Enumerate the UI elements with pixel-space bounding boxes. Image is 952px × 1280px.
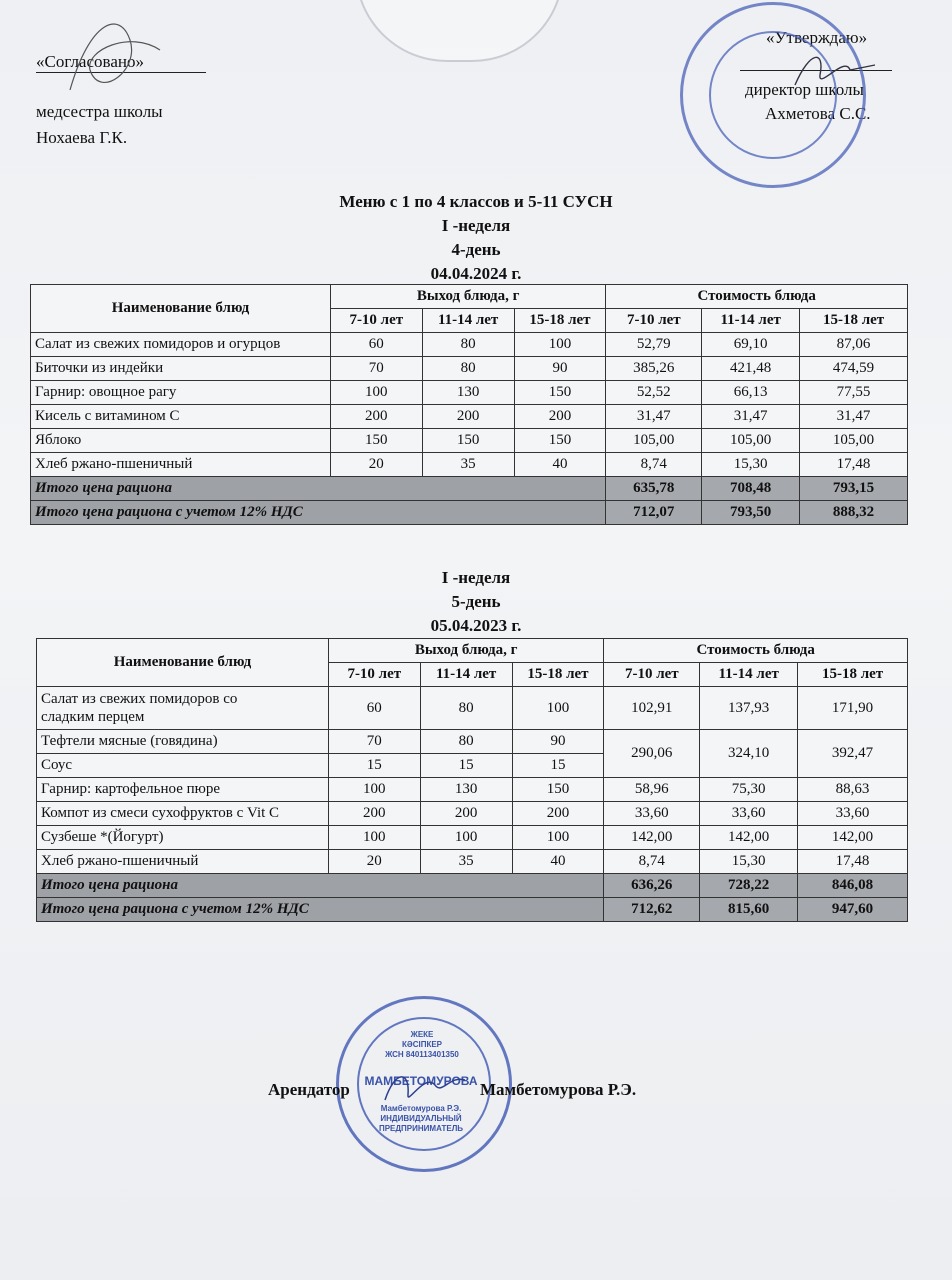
stamp-line: ПРЕДПРИНИМАТЕЛЬ <box>378 1124 464 1133</box>
yield-value: 130 <box>420 778 512 802</box>
day-label-1: 4-день <box>451 240 501 259</box>
director-position: директор школы <box>745 80 864 99</box>
yield-value: 60 <box>328 687 420 730</box>
total-value: 793,15 <box>800 477 908 501</box>
yield-value: 150 <box>330 429 422 453</box>
header-yield: Выход блюда, г <box>330 285 605 309</box>
cost-value: 15,30 <box>702 453 800 477</box>
dish-name-line: сладким перцем <box>41 709 145 725</box>
cost-value: 171,90 <box>798 687 908 730</box>
total-value: 636,26 <box>604 874 700 898</box>
cost-value: 474,59 <box>800 357 908 381</box>
dish-name: Компот из смеси сухофруктов с Vit C <box>37 802 329 826</box>
total-vat-row <box>37 898 908 922</box>
cost-value: 290,06 <box>604 730 700 778</box>
dish-name <box>37 687 329 730</box>
menu-table-day4 <box>30 284 908 525</box>
total-vat-row <box>31 501 908 525</box>
yield-value: 200 <box>328 802 420 826</box>
table-row <box>37 778 908 802</box>
school-stamp-icon <box>680 2 866 188</box>
total-row <box>37 874 908 898</box>
dish-name: Биточки из индейки <box>31 357 331 381</box>
table-row <box>37 730 908 754</box>
yield-value: 35 <box>420 850 512 874</box>
yield-value: 15 <box>328 754 420 778</box>
cost-value: 102,91 <box>604 687 700 730</box>
cost-value: 66,13 <box>702 381 800 405</box>
cost-value: 105,00 <box>606 429 702 453</box>
total-vat-value: 888,32 <box>800 501 908 525</box>
yield-value: 20 <box>328 850 420 874</box>
cost-value: 17,48 <box>798 850 908 874</box>
nurse-position: медсестра школы <box>36 102 163 121</box>
yield-value: 200 <box>330 405 422 429</box>
total-vat-value: 947,60 <box>798 898 908 922</box>
yield-value: 60 <box>330 333 422 357</box>
table-row <box>31 333 908 357</box>
date-label-2: 05.04.2023 г. <box>430 616 522 635</box>
header-age: 11-14 лет <box>420 663 512 687</box>
stamp-line: ЖСН 840113401350 <box>385 1050 459 1059</box>
yield-value: 200 <box>514 405 606 429</box>
yield-value: 150 <box>514 381 606 405</box>
cost-value: 58,96 <box>604 778 700 802</box>
director-name: Ахметова С.С. <box>765 104 871 123</box>
signature-left-icon <box>60 10 170 110</box>
date-label-1: 04.04.2024 г. <box>430 264 522 283</box>
table-row <box>37 850 908 874</box>
dish-name: Соус <box>37 754 329 778</box>
total-value: 728,22 <box>700 874 798 898</box>
cost-value: 142,00 <box>700 826 798 850</box>
cost-value: 52,52 <box>606 381 702 405</box>
yield-value: 80 <box>422 333 514 357</box>
header-dish-name: Наименование блюд <box>37 639 329 687</box>
cost-value: 421,48 <box>702 357 800 381</box>
yield-value: 200 <box>512 802 604 826</box>
total-vat-label: Итого цена рациона с учетом 12% НДС <box>37 898 604 922</box>
dish-name-line: Салат из свежих помидоров со <box>41 691 238 707</box>
dish-name: Хлеб ржано-пшеничный <box>37 850 329 874</box>
cost-value: 33,60 <box>798 802 908 826</box>
cost-value: 392,47 <box>798 730 908 778</box>
dish-name: Кисель с витамином С <box>31 405 331 429</box>
cost-value: 31,47 <box>606 405 702 429</box>
header-yield: Выход блюда, г <box>328 639 603 663</box>
table-row <box>37 802 908 826</box>
cost-value: 33,60 <box>604 802 700 826</box>
header-age: 15-18 лет <box>512 663 604 687</box>
yield-value: 40 <box>512 850 604 874</box>
dish-name: Хлеб ржано-пшеничный <box>31 453 331 477</box>
cost-value: 31,47 <box>800 405 908 429</box>
cost-value: 33,60 <box>700 802 798 826</box>
total-row <box>31 477 908 501</box>
yield-value: 15 <box>420 754 512 778</box>
yield-value: 150 <box>422 429 514 453</box>
cost-value: 137,93 <box>700 687 798 730</box>
header-age: 11-14 лет <box>700 663 798 687</box>
cost-value: 142,00 <box>604 826 700 850</box>
yield-value: 100 <box>328 778 420 802</box>
cost-value: 17,48 <box>800 453 908 477</box>
table-row <box>31 429 908 453</box>
agreed-label: «Согласовано» <box>36 52 144 71</box>
yield-value: 150 <box>514 429 606 453</box>
day-label-2: 5-день <box>451 592 501 611</box>
signature-tenant-icon <box>380 1065 470 1110</box>
yield-value: 40 <box>514 453 606 477</box>
dish-name: Гарнир: овощное рагу <box>31 381 331 405</box>
table-row <box>31 357 908 381</box>
header-age: 7-10 лет <box>330 309 422 333</box>
cost-value: 31,47 <box>702 405 800 429</box>
yield-value: 35 <box>422 453 514 477</box>
week-label-1: I -неделя <box>441 216 511 235</box>
table-row <box>37 826 908 850</box>
dish-name: Салат из свежих помидоров и огурцов <box>31 333 331 357</box>
yield-value: 15 <box>512 754 604 778</box>
header-age: 15-18 лет <box>800 309 908 333</box>
table-row <box>31 405 908 429</box>
table-row <box>31 453 908 477</box>
total-label: Итого цена рациона <box>37 874 604 898</box>
nurse-name: Нохаева Г.К. <box>36 128 128 147</box>
header-cost: Стоимость блюда <box>606 285 908 309</box>
menu-table-day5 <box>36 638 908 922</box>
cost-value: 69,10 <box>702 333 800 357</box>
cost-value: 8,74 <box>606 453 702 477</box>
dish-name: Яблоко <box>31 429 331 453</box>
yield-value: 80 <box>422 357 514 381</box>
dish-name: Тефтели мясные (говядина) <box>37 730 329 754</box>
cost-value: 87,06 <box>800 333 908 357</box>
yield-value: 200 <box>420 802 512 826</box>
header-age: 7-10 лет <box>606 309 702 333</box>
header-age: 11-14 лет <box>702 309 800 333</box>
cost-value: 142,00 <box>798 826 908 850</box>
cost-value: 15,30 <box>700 850 798 874</box>
total-value: 635,78 <box>606 477 702 501</box>
total-vat-label: Итого цена рациона с учетом 12% НДС <box>31 501 606 525</box>
header-cost: Стоимость блюда <box>604 639 908 663</box>
yield-value: 100 <box>328 826 420 850</box>
cost-value: 88,63 <box>798 778 908 802</box>
yield-value: 200 <box>422 405 514 429</box>
header-age: 11-14 лет <box>422 309 514 333</box>
cost-value: 8,74 <box>604 850 700 874</box>
total-vat-value: 815,60 <box>700 898 798 922</box>
stamp-name-band: МАМБЕТОМУРОВА <box>364 1074 478 1088</box>
total-vat-value: 712,62 <box>604 898 700 922</box>
header-age: 15-18 лет <box>798 663 908 687</box>
yield-value: 150 <box>512 778 604 802</box>
yield-value: 100 <box>420 826 512 850</box>
tenant-name: Мамбетомурова Р.Э. <box>480 1080 637 1099</box>
approve-label: «Утверждаю» <box>766 28 868 47</box>
yield-value: 20 <box>330 453 422 477</box>
cost-value: 324,10 <box>700 730 798 778</box>
tenant-label: Арендатор <box>268 1080 350 1099</box>
signature-right-icon <box>790 45 880 95</box>
total-vat-value: 793,50 <box>702 501 800 525</box>
yield-value: 130 <box>422 381 514 405</box>
total-label: Итого цена рациона <box>31 477 606 501</box>
total-vat-value: 712,07 <box>606 501 702 525</box>
dish-name: Гарнир: картофельное пюре <box>37 778 329 802</box>
table-row <box>37 687 908 730</box>
dish-name: Сузбеше *(Йогурт) <box>37 826 329 850</box>
yield-value: 100 <box>330 381 422 405</box>
yield-value: 90 <box>512 730 604 754</box>
stamp-line: Мамбетомурова Р.Э. <box>380 1104 462 1113</box>
header-age: 7-10 лет <box>328 663 420 687</box>
yield-value: 70 <box>330 357 422 381</box>
stamp-line: ЖЕКЕ <box>410 1030 434 1039</box>
cost-value: 105,00 <box>702 429 800 453</box>
cost-value: 77,55 <box>800 381 908 405</box>
yield-value: 100 <box>514 333 606 357</box>
stamp-text-top <box>370 1030 474 1060</box>
stamp-line: ИНДИВИДУАЛЬНЫЙ <box>380 1114 462 1123</box>
cost-value: 105,00 <box>800 429 908 453</box>
yield-value: 90 <box>514 357 606 381</box>
header-dish-name: Наименование блюд <box>31 285 331 333</box>
yield-value: 100 <box>512 826 604 850</box>
table-row <box>31 381 908 405</box>
yield-value: 70 <box>328 730 420 754</box>
header-age: 15-18 лет <box>514 309 606 333</box>
yield-value: 100 <box>512 687 604 730</box>
cost-value: 75,30 <box>700 778 798 802</box>
yield-value: 80 <box>420 730 512 754</box>
total-value: 846,08 <box>798 874 908 898</box>
menu-title: Меню с 1 по 4 классов и 5-11 СУСН <box>339 192 613 211</box>
stamp-line: КӘСІПКЕР <box>402 1040 442 1049</box>
cost-value: 52,79 <box>606 333 702 357</box>
cost-value: 385,26 <box>606 357 702 381</box>
header-age: 7-10 лет <box>604 663 700 687</box>
total-value: 708,48 <box>702 477 800 501</box>
yield-value: 80 <box>420 687 512 730</box>
week-label-2: I -неделя <box>441 568 511 587</box>
photo-glare <box>355 0 564 62</box>
